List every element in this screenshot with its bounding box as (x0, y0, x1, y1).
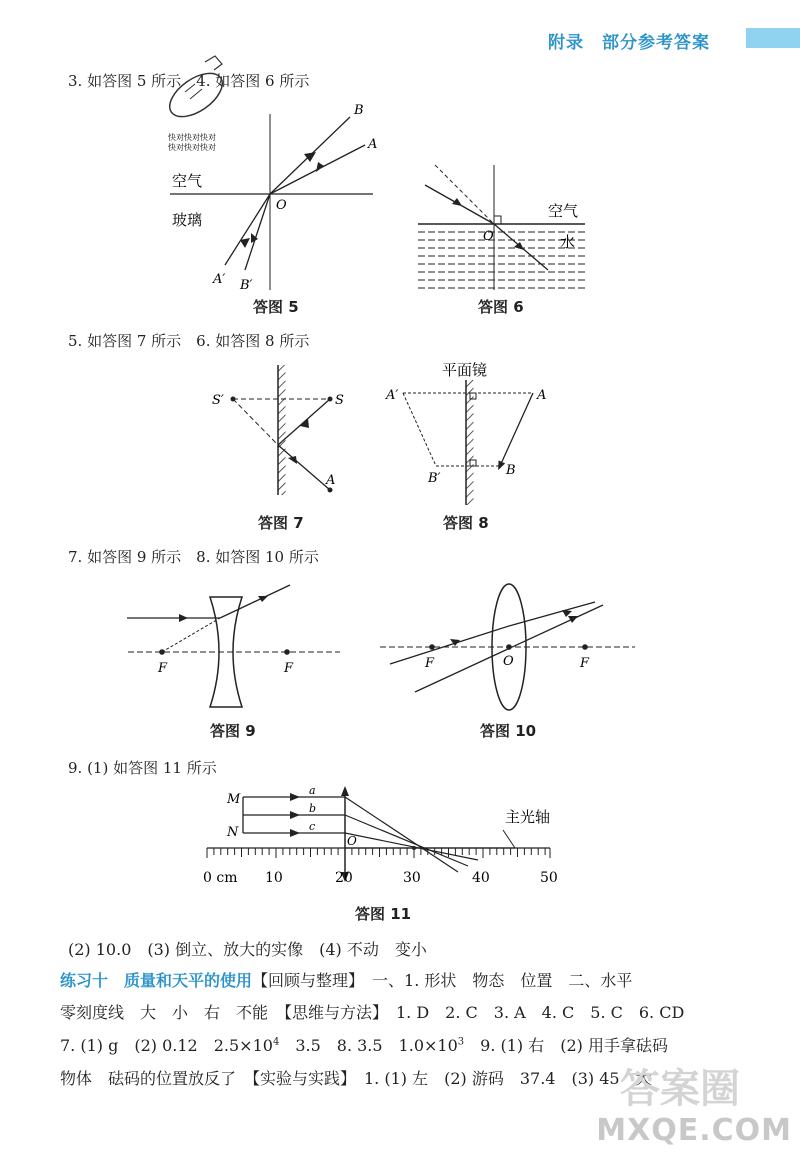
fig6-water-label: 水 (560, 233, 576, 251)
figure-7-caption: 答图 7 (258, 514, 304, 532)
fig8-mirror-label: 平面镜 (442, 361, 488, 379)
answer-line-5: 物体 砝码的位置放反了 【实验与实践】 1. (1) 左 (2) 游码 37.4 (3) 45 大 (60, 1069, 652, 1088)
exponent-3: 3 (457, 1036, 465, 1048)
answer-line-4-part-c: 9. (1) 右 (2) 用手拿砝码 (464, 1036, 669, 1055)
exponent-4: 4 (272, 1036, 280, 1048)
fig8-point-A-prime: A′ (386, 388, 399, 403)
question-5-6-label: 5. 如答图 7 所示 6. 如答图 8 所示 (68, 332, 310, 350)
fig5-glass-label: 玻璃 (172, 211, 203, 229)
figure-5 (170, 103, 377, 293)
question-3-4-label: 3. 如答图 5 所示 4. 如答图 6 所示 (68, 72, 310, 90)
figure-10-caption: 答图 10 (480, 722, 537, 740)
figure-8-caption: 答图 8 (443, 514, 489, 532)
fig11-tick-10: 10 (265, 870, 283, 886)
fig10-focus-right: F (580, 656, 590, 671)
answer-line-4 (60, 1033, 668, 1056)
fig5-air-label: 空气 (172, 172, 203, 190)
fig7-point-S: S (335, 393, 344, 408)
fig8-point-B-prime: B′ (428, 471, 441, 486)
fig7-point-A: A (326, 473, 336, 488)
fig11-tick-20: 20 (335, 870, 353, 886)
exercise-title: 练习十 质量和天平的使用 (60, 971, 253, 990)
answer-line-2 (60, 968, 632, 991)
page-header-title: 附录 部分参考答案 (548, 33, 710, 53)
question-7-8-label: 7. 如答图 9 所示 8. 如答图 10 所示 (68, 548, 319, 566)
fig10-focus-left: F (425, 656, 435, 671)
fig11-axis-label: 主光轴 (505, 808, 551, 826)
figure-10 (380, 584, 635, 710)
figure-6 (418, 165, 585, 290)
fig6-point-O: O (483, 229, 494, 244)
answer-line-4-part-a: 7. (1) g (2) 0.12 2.5×10 (60, 1036, 273, 1055)
fig5-point-B: B (354, 103, 364, 118)
sticker-text-2: 快对快对快对 (168, 143, 216, 152)
fig5-point-A-prime: A′ (213, 272, 226, 287)
figure-11-caption: 答图 11 (355, 905, 412, 923)
figure-5-caption: 答图 5 (253, 298, 299, 316)
fig10-center-O: O (503, 654, 514, 669)
figure-9 (127, 585, 340, 707)
answer-line-1: (2) 10.0 (3) 倒立、放大的实像 (4) 不动 变小 (68, 940, 427, 959)
fig7-point-S-prime: S′ (212, 393, 224, 408)
fig11-tick-0: 0 cm (203, 870, 238, 886)
fig11-ray-a: a (309, 784, 316, 797)
figure-8 (385, 361, 546, 505)
fig11-point-M: M (227, 792, 241, 807)
fig9-focus-left: F (158, 661, 168, 676)
fig8-point-B: B (506, 463, 516, 478)
figure-11 (203, 784, 558, 886)
fig11-ray-c: c (309, 820, 316, 833)
question-9-label: 9. (1) 如答图 11 所示 (68, 759, 217, 777)
watermark-cn: 答案圈 (620, 1066, 740, 1112)
fig11-tick-30: 30 (403, 870, 421, 886)
fig11-center-O: O (347, 834, 357, 848)
fig5-point-B-prime: B′ (240, 278, 253, 293)
sticker-text-1: 快对快对快对 (168, 133, 216, 142)
figure-6-caption: 答图 6 (478, 298, 524, 316)
sticker-doodle-icon (162, 56, 230, 152)
answer-line-4-part-b: 3.5 8. 3.5 1.0×10 (279, 1036, 458, 1055)
fig5-point-O: O (276, 198, 287, 213)
fig9-focus-right: F (284, 661, 294, 676)
figure-7 (212, 365, 344, 495)
fig11-tick-40: 40 (472, 870, 490, 886)
fig5-point-A: A (368, 137, 378, 152)
fig6-air-label: 空气 (548, 202, 579, 220)
fig8-point-A: A (537, 388, 547, 403)
fig11-point-N: N (227, 825, 239, 840)
fig11-tick-50: 50 (540, 870, 558, 886)
answer-line-3: 零刻度线 大 小 右 不能 【思维与方法】 1. D 2. C 3. A 4. C 5. C 6. CD (60, 1003, 685, 1022)
figure-9-caption: 答图 9 (210, 722, 256, 740)
watermark-url: MXQE.COM (596, 1113, 792, 1148)
fig11-ray-b: b (309, 802, 317, 815)
answer-line-2-rest: 【回顾与整理】 一、1. 形状 物态 位置 二、水平 (252, 971, 633, 990)
